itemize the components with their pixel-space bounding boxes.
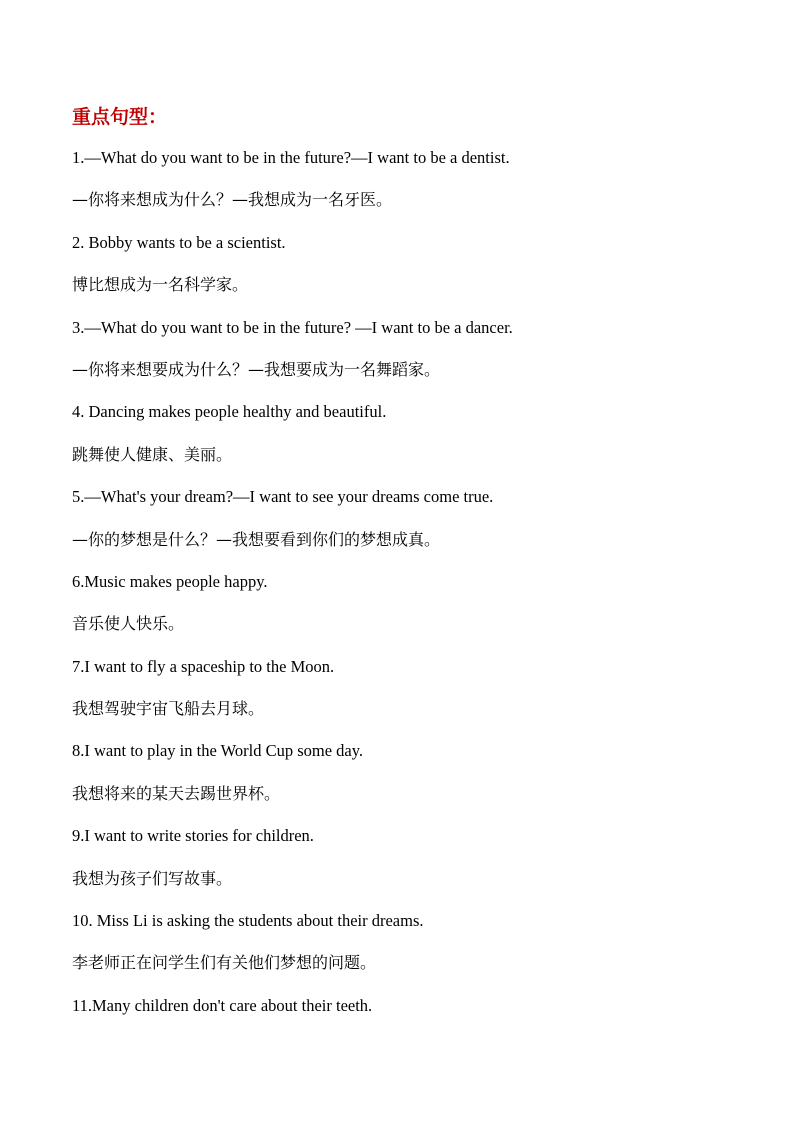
sentence-en-7: 7.I want to fly a spaceship to the Moon. bbox=[72, 656, 335, 676]
sentence-en-4: 4. Dancing makes people healthy and beautiful. bbox=[72, 402, 387, 422]
sentence-zh-10: 李老师正在问学生们有关他们梦想的问题。 bbox=[72, 953, 377, 973]
section-heading: 重点句型： bbox=[72, 106, 168, 128]
sentence-zh-3: —你将来想要成为什么？—我想要成为一名舞蹈家。 bbox=[72, 359, 441, 379]
sentence-list bbox=[72, 146, 752, 1036]
sentence-en-11: 11.Many children don't care about their teeth. bbox=[72, 995, 373, 1015]
sentence-en-10: 10. Miss Li is asking the students about their dreams. bbox=[72, 911, 424, 931]
sentence-en-2: 2. Bobby wants to be a scientist. bbox=[72, 232, 286, 252]
sentence-zh-9: 我想为孩子们写故事。 bbox=[72, 868, 233, 888]
sentence-en-5: 5.—What's your dream?—I want to see your dreams come true. bbox=[72, 487, 494, 507]
sentence-en-6: 6.Music makes people happy. bbox=[72, 571, 268, 591]
sentence-en-3: 3.—What do you want to be in the future? —I want to be a dancer. bbox=[72, 317, 513, 337]
sentence-en-8: 8.I want to play in the World Cup some day. bbox=[72, 741, 364, 761]
sentence-en-1: 1.—What do you want to be in the future?—I want to be a dentist. bbox=[72, 148, 510, 167]
sentence-zh-5: —你的梦想是什么？—我想要看到你们的梦想成真。 bbox=[72, 529, 441, 549]
sentence-zh-4: 跳舞使人健康、美丽。 bbox=[72, 444, 233, 464]
sentence-zh-6: 音乐使人快乐。 bbox=[72, 614, 185, 634]
sentence-en-9: 9.I want to write stories for children. bbox=[72, 826, 314, 846]
sentence-zh-2: 博比想成为一名科学家。 bbox=[72, 275, 249, 295]
sentence-zh-1: —你将来想成为什么？—我想成为一名牙医。 bbox=[72, 190, 393, 210]
sentence-zh-7: 我想驾驶宇宙飞船去月球。 bbox=[72, 699, 265, 719]
sentence-zh-8: 我想将来的某天去踢世界杯。 bbox=[72, 783, 281, 803]
